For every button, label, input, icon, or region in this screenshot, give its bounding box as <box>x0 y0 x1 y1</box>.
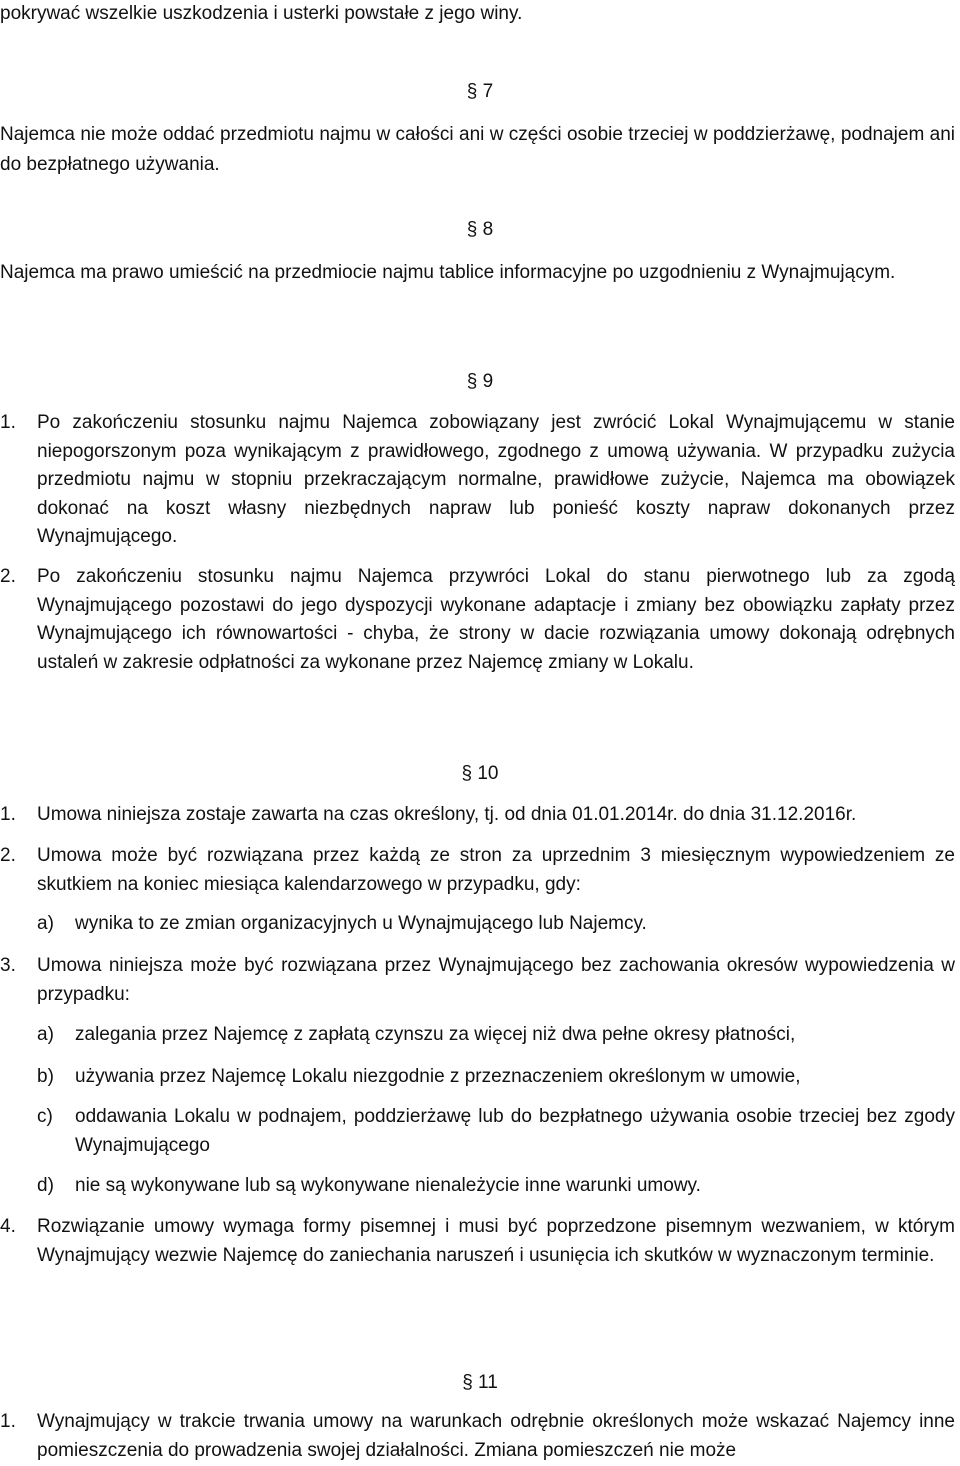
item-number: 1. <box>0 1411 16 1432</box>
item-text: Umowa niniejsza może być rozwiązana przez Wynajmującego bez zachowania okresów wypowiedzenia w przypadku: <box>37 955 955 1005</box>
sub-item-text: oddawania Lokalu w podnajem, poddzierżawę lub do bezpłatnego używania osobie trzeciej bez zgody Wynajmującego <box>75 1106 955 1156</box>
item-number: 2. <box>0 566 16 587</box>
sub-item-text: zalegania przez Najemcę z zapłatą czynszu za więcej niż dwa pełne okresy płatności, <box>75 1024 796 1045</box>
item-number: 1. <box>0 412 16 433</box>
item-text: Umowa niniejsza zostaje zawarta na czas określony, tj. od dnia 01.01.2014r. do dnia 31.12.2016r. <box>37 804 857 825</box>
paragraph-continuation: pokrywać wszelkie uszkodzenia i usterki powstałe z jego winy. <box>0 3 523 24</box>
sub-item-label: a) <box>37 1024 54 1045</box>
item-text: Po zakończeniu stosunku najmu Najemca zobowiązany jest zwrócić Lokal Wynajmującemu w stanie niepogorszonym poza wynikającym z prawidłowego, zgodnego z umową używania. W przypadku zużycia przedmiotu najmu w stopniu przekraczającym normalne, prawidłowe zużycie, Najemca ma obowiązek dokonać na koszt własny niezbędnych napraw lub ponieść koszty napraw dokonanych przez Wynajmującego. <box>37 412 955 547</box>
section-heading-10: § 10 <box>461 763 499 784</box>
sub-item-text: wynika to ze zmian organizacyjnych u Wynajmującego lub Najemcy. <box>75 913 647 934</box>
item-text: Rozwiązanie umowy wymaga formy pisemnej i musi być poprzedzone pisemnym wezwaniem, w którym Wynajmujący wezwie Najemcę do zaniechania naruszeń i usunięcia ich skutków w wyznaczonym terminie. <box>37 1216 955 1266</box>
section-8-text: Najemca ma prawo umieścić na przedmiocie najmu tablice informacyjne po uzgodnieniu z Wynajmującym. <box>0 262 896 283</box>
sub-item-label: b) <box>37 1066 54 1087</box>
sub-item-text: nie są wykonywane lub są wykonywane nienależycie inne warunki umowy. <box>75 1175 701 1196</box>
section-heading-11: § 11 <box>462 1372 498 1393</box>
section-heading-9: § 9 <box>466 371 494 392</box>
section-7-text: Najemca nie może oddać przedmiotu najmu w całości ani w części osobie trzeciej w poddzierżawę, podnajem ani do bezpłatnego używania. <box>0 124 955 175</box>
item-number: 1. <box>0 804 16 825</box>
sub-item-text: używania przez Najemcę Lokalu niezgodnie z przeznaczeniem określonym w umowie, <box>75 1066 801 1087</box>
section-heading-8: § 8 <box>466 219 494 240</box>
sub-item-label: a) <box>37 913 54 934</box>
item-number: 2. <box>0 845 16 866</box>
item-number: 3. <box>0 955 16 976</box>
sub-item-label: c) <box>37 1106 53 1127</box>
item-number: 4. <box>0 1216 16 1237</box>
item-text: Umowa może być rozwiązana przez każdą ze stron za uprzednim 3 miesięcznym wypowiedzeniem ze skutkiem na koniec miesiąca kalendarzowego w przypadku, gdy: <box>37 845 955 895</box>
item-text: Po zakończeniu stosunku najmu Najemca przywróci Lokal do stanu pierwotnego lub za zgodą Wynajmującego pozostawi do jego dyspozycji wykonane adaptacje i zmiany bez obowiązku zapłaty przez Wynajmującego ich równowartości - chyba, że strony w dacie rozwiązania umowy dokonają odrębnych ustaleń w zakresie odpłatności za wykonane przez Najemcę zmiany w Lokalu. <box>37 566 955 673</box>
sub-item-label: d) <box>37 1175 54 1196</box>
section-heading-7: § 7 <box>466 81 494 102</box>
item-text: Wynajmujący w trakcie trwania umowy na warunkach odrębnie określonych może wskazać Najemcy inne pomieszczenia do prowadzenia swojej działalności. Zmiana pomieszczeń nie może <box>37 1411 955 1461</box>
